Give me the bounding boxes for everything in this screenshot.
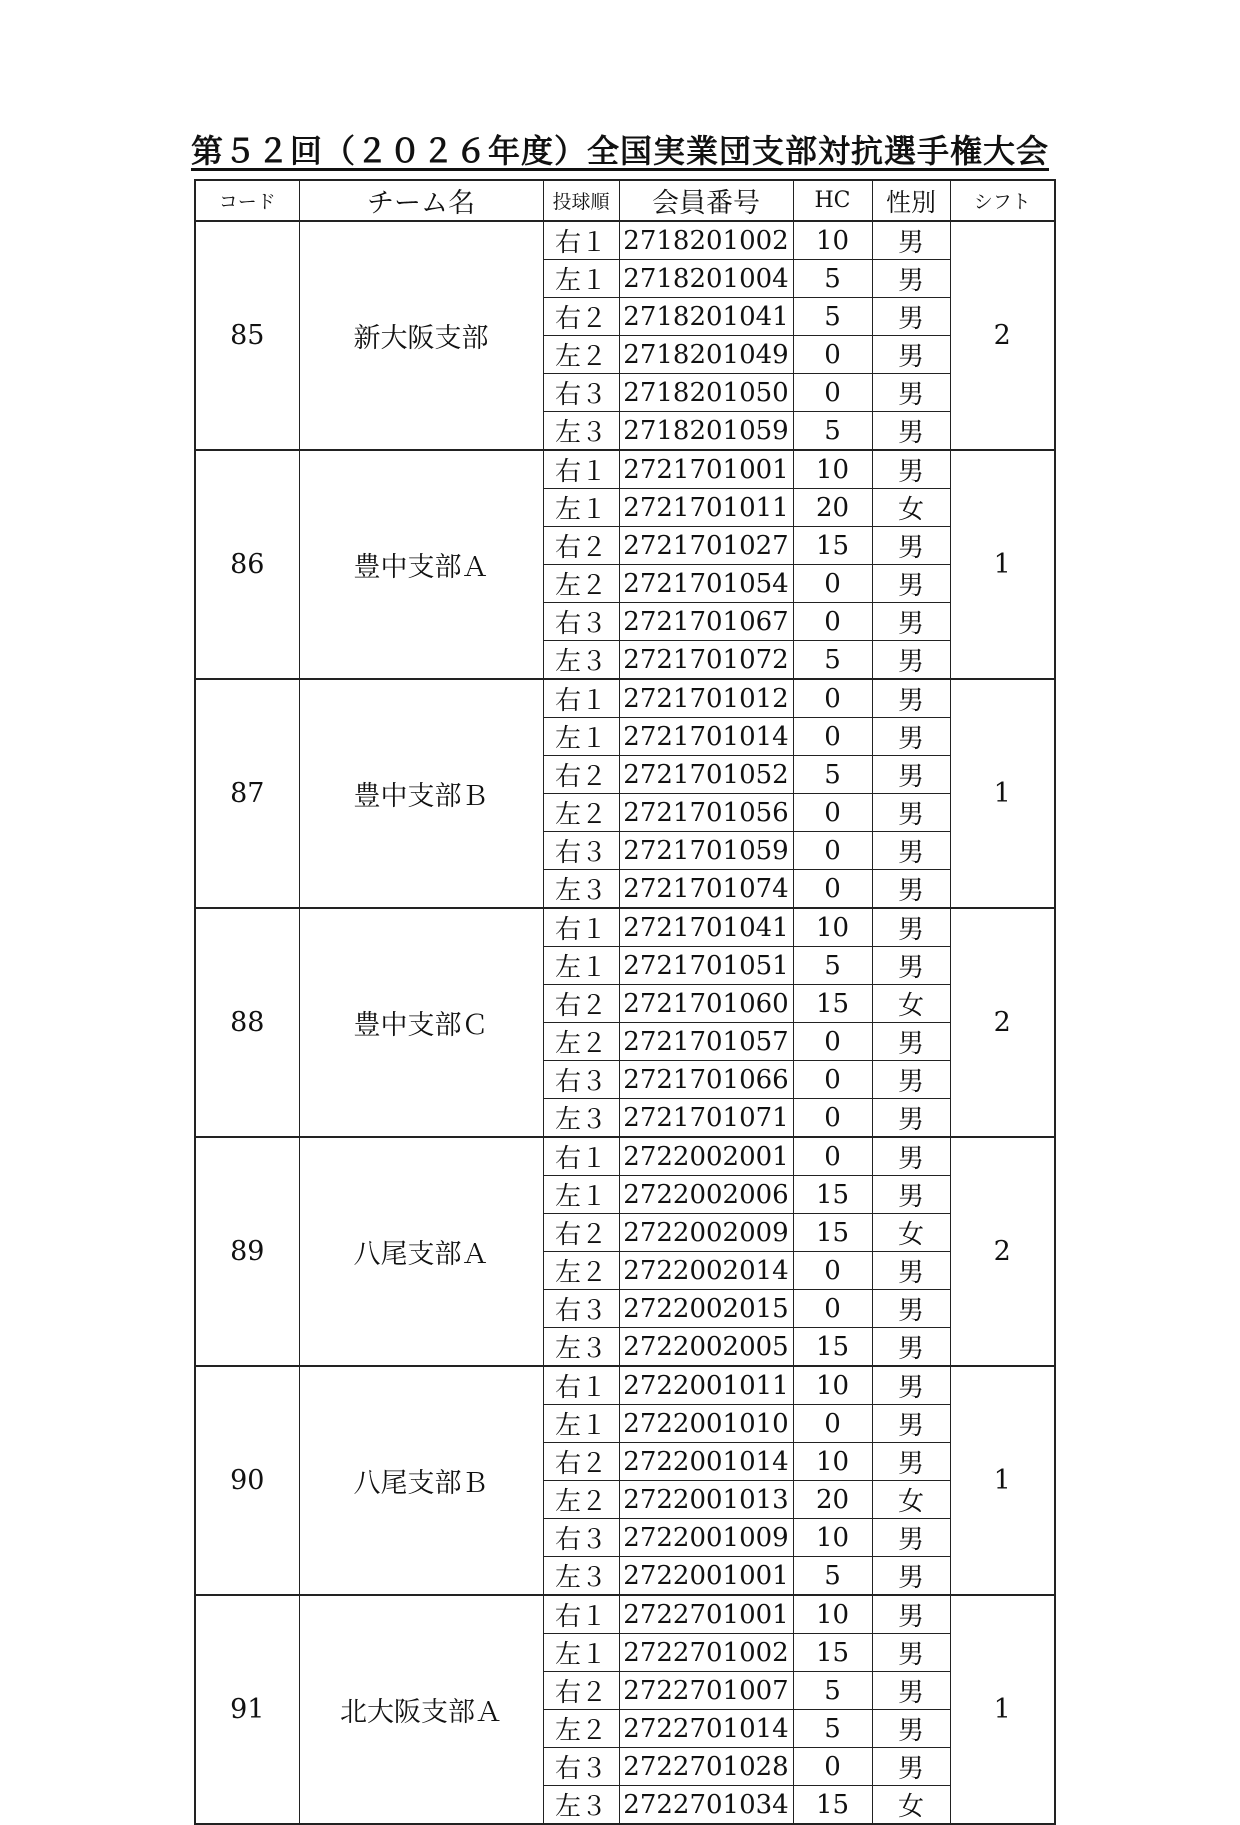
team-code: 91 xyxy=(195,1595,299,1824)
team-shift: 2 xyxy=(950,908,1055,1137)
handicap: 0 xyxy=(793,1023,872,1061)
member-number: 2722701002 xyxy=(619,1634,793,1672)
gender: 男 xyxy=(872,756,950,794)
member-number: 2721701011 xyxy=(619,489,793,527)
bowling-order: 左３ xyxy=(543,870,619,909)
member-number: 2721701059 xyxy=(619,832,793,870)
header-shift: シフト xyxy=(950,180,1055,221)
header-team: チーム名 xyxy=(299,180,543,221)
gender: 男 xyxy=(872,1328,950,1367)
team-shift: 1 xyxy=(950,450,1055,679)
handicap: 0 xyxy=(793,374,872,412)
bowling-order: 左２ xyxy=(543,1710,619,1748)
handicap: 5 xyxy=(793,260,872,298)
handicap: 15 xyxy=(793,1634,872,1672)
team-name: 八尾支部Ｂ xyxy=(299,1366,543,1595)
gender: 男 xyxy=(872,221,950,260)
gender: 男 xyxy=(872,1023,950,1061)
member-number: 2721701056 xyxy=(619,794,793,832)
handicap: 10 xyxy=(793,1366,872,1405)
handicap: 20 xyxy=(793,489,872,527)
member-number: 2722002001 xyxy=(619,1137,793,1176)
team-name: 北大阪支部Ａ xyxy=(299,1595,543,1824)
gender: 男 xyxy=(872,1710,950,1748)
team-shift: 2 xyxy=(950,1137,1055,1366)
gender: 男 xyxy=(872,1061,950,1099)
handicap: 15 xyxy=(793,1786,872,1825)
bowling-order: 右２ xyxy=(543,298,619,336)
handicap: 15 xyxy=(793,527,872,565)
gender: 男 xyxy=(872,1595,950,1634)
member-number: 2721701074 xyxy=(619,870,793,909)
gender: 男 xyxy=(872,1634,950,1672)
member-number: 2721701027 xyxy=(619,527,793,565)
bowling-order: 右１ xyxy=(543,1366,619,1405)
header-hc: HC xyxy=(793,180,872,221)
member-number: 2722001013 xyxy=(619,1481,793,1519)
gender: 男 xyxy=(872,260,950,298)
handicap: 0 xyxy=(793,718,872,756)
member-number: 2722001014 xyxy=(619,1443,793,1481)
bowling-order: 左２ xyxy=(543,1252,619,1290)
handicap: 0 xyxy=(793,1137,872,1176)
gender: 男 xyxy=(872,603,950,641)
gender: 男 xyxy=(872,1099,950,1138)
table-row xyxy=(195,679,1055,718)
member-number: 2722002015 xyxy=(619,1290,793,1328)
member-number: 2722701028 xyxy=(619,1748,793,1786)
bowling-order: 左３ xyxy=(543,412,619,451)
bowling-order: 右３ xyxy=(543,1748,619,1786)
bowling-order: 右１ xyxy=(543,450,619,489)
member-number: 2718201050 xyxy=(619,374,793,412)
table-header xyxy=(195,180,1055,221)
header-code: コード xyxy=(195,180,299,221)
bowling-order: 右１ xyxy=(543,679,619,718)
team-name: 豊中支部Ｂ xyxy=(299,679,543,908)
bowling-order: 左２ xyxy=(543,565,619,603)
gender: 女 xyxy=(872,1214,950,1252)
team-name: 新大阪支部 xyxy=(299,221,543,450)
handicap: 15 xyxy=(793,1214,872,1252)
bowling-order: 右３ xyxy=(543,1061,619,1099)
team-code: 86 xyxy=(195,450,299,679)
gender: 男 xyxy=(872,947,950,985)
bowling-order: 左１ xyxy=(543,718,619,756)
member-number: 2721701066 xyxy=(619,1061,793,1099)
bowling-order: 左１ xyxy=(543,947,619,985)
gender: 女 xyxy=(872,1786,950,1825)
member-number: 2721701054 xyxy=(619,565,793,603)
member-number: 2722002009 xyxy=(619,1214,793,1252)
handicap: 15 xyxy=(793,1176,872,1214)
handicap: 15 xyxy=(793,1328,872,1367)
member-number: 2718201049 xyxy=(619,336,793,374)
handicap: 5 xyxy=(793,1557,872,1596)
gender: 男 xyxy=(872,1519,950,1557)
member-number: 2722002014 xyxy=(619,1252,793,1290)
team-shift: 1 xyxy=(950,679,1055,908)
handicap: 5 xyxy=(793,412,872,451)
team-name: 八尾支部Ａ xyxy=(299,1137,543,1366)
gender: 男 xyxy=(872,1443,950,1481)
handicap: 5 xyxy=(793,947,872,985)
header-order: 投球順 xyxy=(543,180,619,221)
gender: 男 xyxy=(872,1137,950,1176)
gender: 男 xyxy=(872,1672,950,1710)
handicap: 0 xyxy=(793,832,872,870)
gender: 女 xyxy=(872,985,950,1023)
bowling-order: 右２ xyxy=(543,985,619,1023)
member-number: 2718201041 xyxy=(619,298,793,336)
bowling-order: 左１ xyxy=(543,1634,619,1672)
gender: 男 xyxy=(872,870,950,909)
handicap: 10 xyxy=(793,908,872,947)
member-number: 2721701014 xyxy=(619,718,793,756)
bowling-order: 左３ xyxy=(543,1786,619,1825)
gender: 男 xyxy=(872,1176,950,1214)
member-number: 2722001011 xyxy=(619,1366,793,1405)
handicap: 0 xyxy=(793,1405,872,1443)
member-number: 2721701051 xyxy=(619,947,793,985)
handicap: 0 xyxy=(793,603,872,641)
member-number: 2722001001 xyxy=(619,1557,793,1596)
bowling-order: 左２ xyxy=(543,336,619,374)
bowling-order: 右２ xyxy=(543,527,619,565)
gender: 男 xyxy=(872,718,950,756)
handicap: 0 xyxy=(793,1099,872,1138)
header-gender: 性別 xyxy=(872,180,950,221)
table-row xyxy=(195,1595,1055,1634)
member-number: 2722001009 xyxy=(619,1519,793,1557)
handicap: 0 xyxy=(793,565,872,603)
table-row xyxy=(195,908,1055,947)
bowling-order: 右１ xyxy=(543,1137,619,1176)
bowling-order: 左２ xyxy=(543,1023,619,1061)
member-number: 2722002006 xyxy=(619,1176,793,1214)
bowling-order: 左３ xyxy=(543,1099,619,1138)
member-number: 2721701072 xyxy=(619,641,793,680)
member-number: 2722701014 xyxy=(619,1710,793,1748)
team-shift: 1 xyxy=(950,1595,1055,1824)
bowling-order: 左１ xyxy=(543,1176,619,1214)
handicap: 0 xyxy=(793,1061,872,1099)
bowling-order: 左２ xyxy=(543,794,619,832)
member-number: 2721701001 xyxy=(619,450,793,489)
handicap: 10 xyxy=(793,1519,872,1557)
gender: 男 xyxy=(872,336,950,374)
bowling-order: 右１ xyxy=(543,908,619,947)
handicap: 0 xyxy=(793,1252,872,1290)
team-name: 豊中支部Ｃ xyxy=(299,908,543,1137)
handicap: 5 xyxy=(793,756,872,794)
handicap: 0 xyxy=(793,870,872,909)
member-number: 2721701041 xyxy=(619,908,793,947)
team-code: 87 xyxy=(195,679,299,908)
gender: 女 xyxy=(872,489,950,527)
bowling-order: 左１ xyxy=(543,260,619,298)
gender: 男 xyxy=(872,1366,950,1405)
member-number: 2722701001 xyxy=(619,1595,793,1634)
table-row xyxy=(195,221,1055,260)
table-row xyxy=(195,1366,1055,1405)
handicap: 20 xyxy=(793,1481,872,1519)
handicap: 10 xyxy=(793,221,872,260)
member-number: 2721701060 xyxy=(619,985,793,1023)
team-shift: 2 xyxy=(950,221,1055,450)
handicap: 0 xyxy=(793,1748,872,1786)
gender: 男 xyxy=(872,450,950,489)
table-row xyxy=(195,450,1055,489)
gender: 男 xyxy=(872,1748,950,1786)
team-code: 88 xyxy=(195,908,299,1137)
handicap: 10 xyxy=(793,1595,872,1634)
handicap: 0 xyxy=(793,336,872,374)
bowling-order: 左３ xyxy=(543,1557,619,1596)
team-code: 89 xyxy=(195,1137,299,1366)
gender: 男 xyxy=(872,565,950,603)
bowling-order: 右１ xyxy=(543,1595,619,1634)
member-number: 2718201059 xyxy=(619,412,793,451)
header-member: 会員番号 xyxy=(619,180,793,221)
member-number: 2722001010 xyxy=(619,1405,793,1443)
member-number: 2722002005 xyxy=(619,1328,793,1367)
bowling-order: 右３ xyxy=(543,603,619,641)
header-row xyxy=(195,180,1055,221)
handicap: 5 xyxy=(793,1710,872,1748)
gender: 男 xyxy=(872,527,950,565)
member-number: 2718201002 xyxy=(619,221,793,260)
member-number: 2722701034 xyxy=(619,1786,793,1825)
handicap: 5 xyxy=(793,1672,872,1710)
member-number: 2718201004 xyxy=(619,260,793,298)
member-number: 2721701052 xyxy=(619,756,793,794)
handicap: 5 xyxy=(793,641,872,680)
handicap: 0 xyxy=(793,1290,872,1328)
table-body xyxy=(195,221,1055,1824)
page-title: 第５２回（２０２６年度）全国実業団支部対抗選手権大会 xyxy=(190,132,1049,170)
bowling-order: 右２ xyxy=(543,1214,619,1252)
handicap: 10 xyxy=(793,1443,872,1481)
gender: 男 xyxy=(872,832,950,870)
bowling-order: 左１ xyxy=(543,1405,619,1443)
bowling-order: 左３ xyxy=(543,641,619,680)
handicap: 10 xyxy=(793,450,872,489)
bowling-order: 右２ xyxy=(543,756,619,794)
bowling-order: 右２ xyxy=(543,1672,619,1710)
team-name: 豊中支部Ａ xyxy=(299,450,543,679)
bowling-order: 右３ xyxy=(543,1519,619,1557)
bowling-order: 右３ xyxy=(543,1290,619,1328)
member-number: 2721701057 xyxy=(619,1023,793,1061)
bowling-order: 左１ xyxy=(543,489,619,527)
bowling-order: 右３ xyxy=(543,832,619,870)
bowling-order: 右１ xyxy=(543,221,619,260)
team-shift: 1 xyxy=(950,1366,1055,1595)
bowling-order: 右３ xyxy=(543,374,619,412)
gender: 男 xyxy=(872,641,950,680)
bowling-order: 右２ xyxy=(543,1443,619,1481)
gender: 男 xyxy=(872,1405,950,1443)
gender: 男 xyxy=(872,298,950,336)
member-number: 2721701071 xyxy=(619,1099,793,1138)
gender: 男 xyxy=(872,1557,950,1596)
table-row xyxy=(195,1137,1055,1176)
gender: 男 xyxy=(872,374,950,412)
team-code: 85 xyxy=(195,221,299,450)
team-code: 90 xyxy=(195,1366,299,1595)
gender: 男 xyxy=(872,679,950,718)
handicap: 0 xyxy=(793,679,872,718)
handicap: 15 xyxy=(793,985,872,1023)
handicap: 0 xyxy=(793,794,872,832)
gender: 男 xyxy=(872,412,950,451)
member-number: 2721701067 xyxy=(619,603,793,641)
gender: 男 xyxy=(872,794,950,832)
gender: 男 xyxy=(872,1252,950,1290)
gender: 男 xyxy=(872,1290,950,1328)
bowling-order: 左２ xyxy=(543,1481,619,1519)
member-number: 2721701012 xyxy=(619,679,793,718)
bowling-order: 左３ xyxy=(543,1328,619,1367)
member-number: 2722701007 xyxy=(619,1672,793,1710)
handicap: 5 xyxy=(793,298,872,336)
gender: 男 xyxy=(872,908,950,947)
roster-table xyxy=(194,179,1056,1825)
gender: 女 xyxy=(872,1481,950,1519)
